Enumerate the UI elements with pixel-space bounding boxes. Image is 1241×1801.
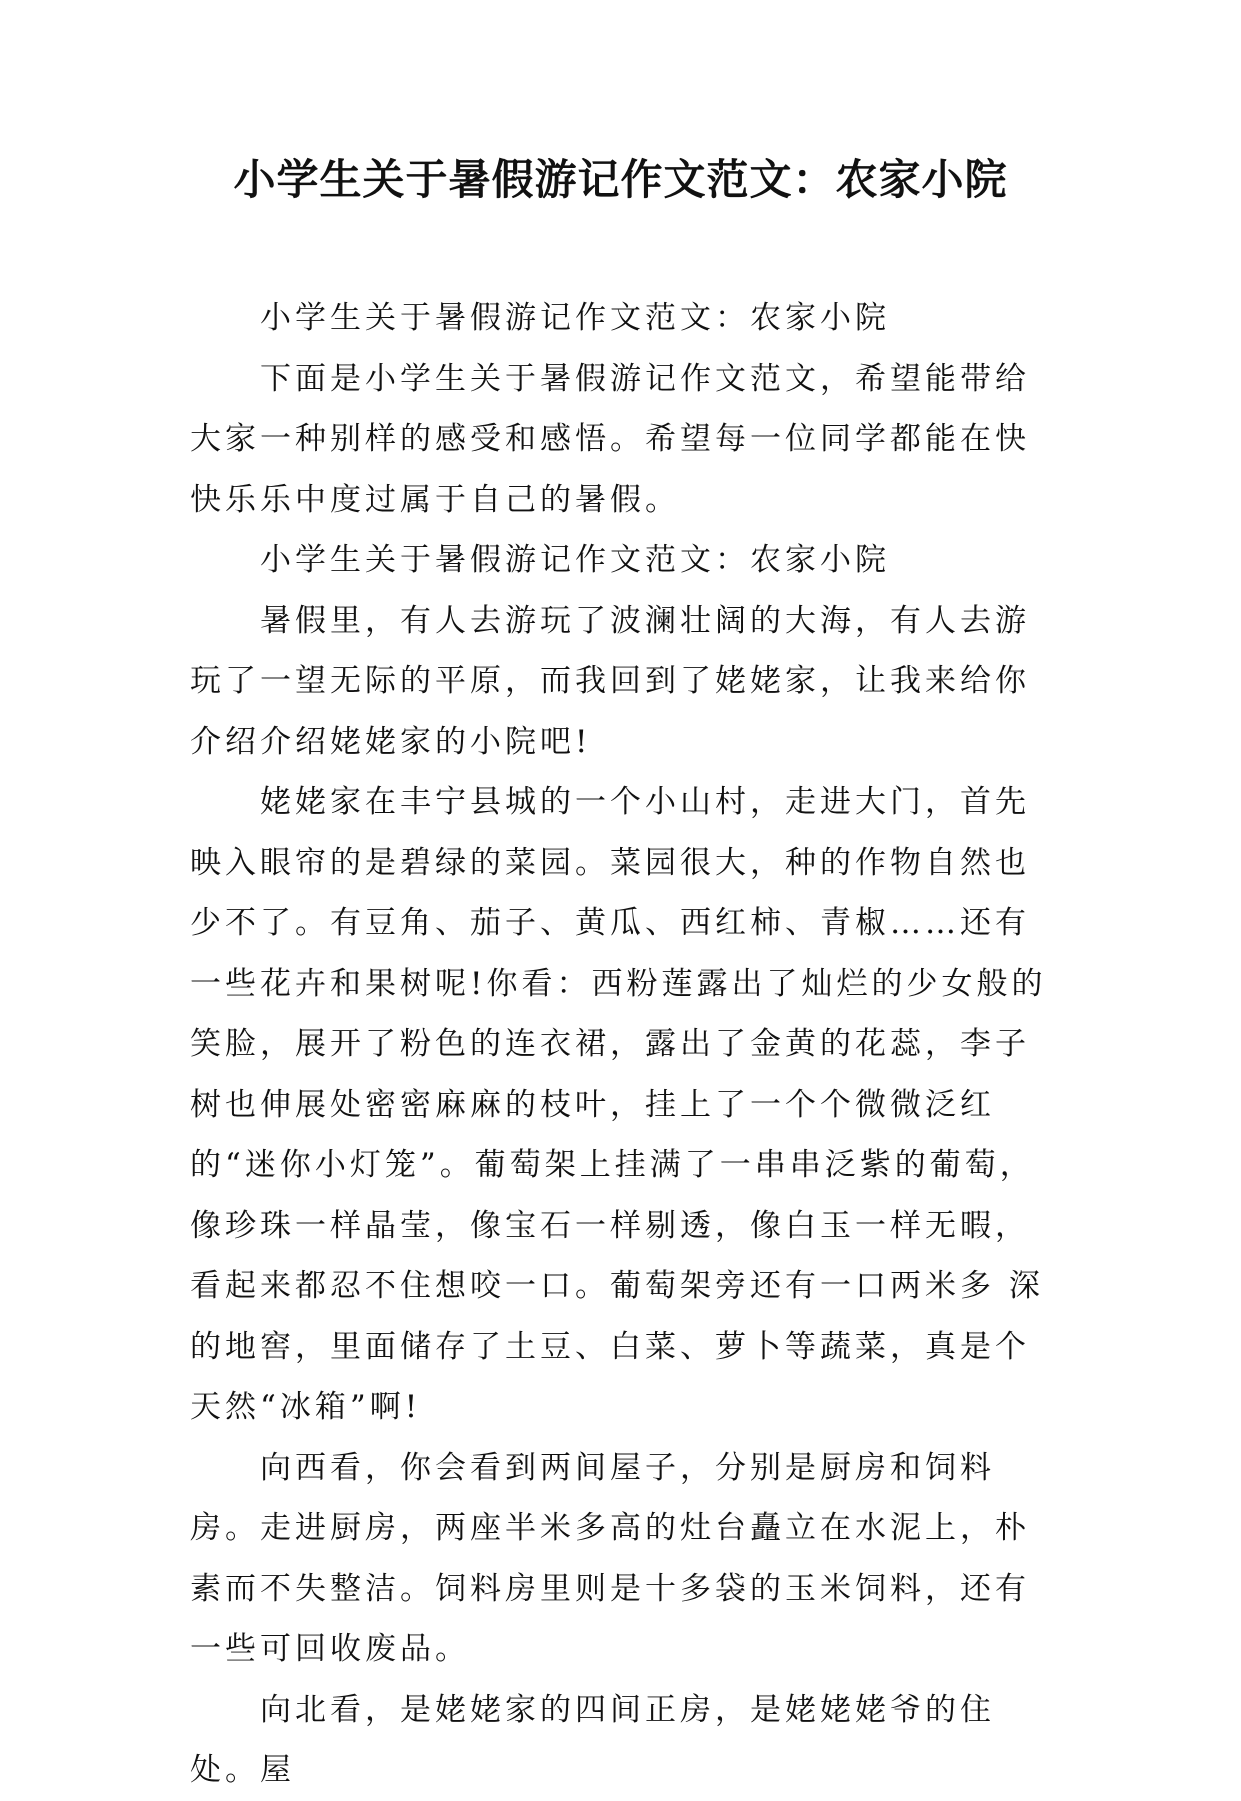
paragraph-west-rooms: 向西看，你会看到两间屋子，分别是厨房和饲料房。走进厨房，两座半米多高的灶台矗立在水泥上，朴素而不失整洁。饲料房里则是十多袋的玉米饲料，还有一些可回收废品。 bbox=[190, 1449, 1030, 1667]
paragraph-north-rooms: 向北看，是姥姥家的四间正房，是姥姥姥爷的住处。屋 bbox=[190, 1691, 995, 1788]
paragraph-summer-trip: 暑假里，有人去游玩了波澜壮阔的大海，有人去游玩了一望无际的平原，而我回到了姥姥家，让我来给你介绍介绍姥姥家的小院吧! bbox=[190, 602, 1030, 760]
paragraph-repeated-title: 小学生关于暑假游记作文范文：农家小院 bbox=[260, 300, 890, 336]
document-body bbox=[190, 288, 1050, 1801]
paragraph-intro: 下面是小学生关于暑假游记作文范文，希望能带给大家一种别样的感受和感悟。希望每一位同学都能在快快乐乐中度过属于自己的暑假。 bbox=[190, 360, 1030, 518]
document-title: 小学生关于暑假游记作文范文：农家小院 bbox=[233, 155, 1008, 204]
paragraph-vegetable-garden: 姥姥家在丰宁县城的一个小山村，走进大门，首先映入眼帘的是碧绿的菜园。菜园很大，种的作物自然也少不了。有豆角、茄子、黄瓜、西红柿、青椒……还有 一些花卉和果树呢!你看：西粉莲露出了灿烂的少女般的笑脸，展开了粉色的连衣裙，露出了金黄的花蕊，李子树也伸展处密密麻麻的枝叶，挂上了一个个微微泛红 的“迷你小灯笼”。葡萄架上挂满了一串串泛紫的葡萄，像珍珠一样晶莹，像宝石一样剔透，像白玉一样无暇，看起来都忍不住想咬一口。葡萄架旁还有一口两米多 深的地窖，里面储存了土豆、白菜、萝卜等蔬菜，真是个天然“冰箱”啊! bbox=[190, 784, 1047, 1425]
paragraph-subtitle: 小学生关于暑假游记作文范文：农家小院 bbox=[260, 542, 890, 578]
